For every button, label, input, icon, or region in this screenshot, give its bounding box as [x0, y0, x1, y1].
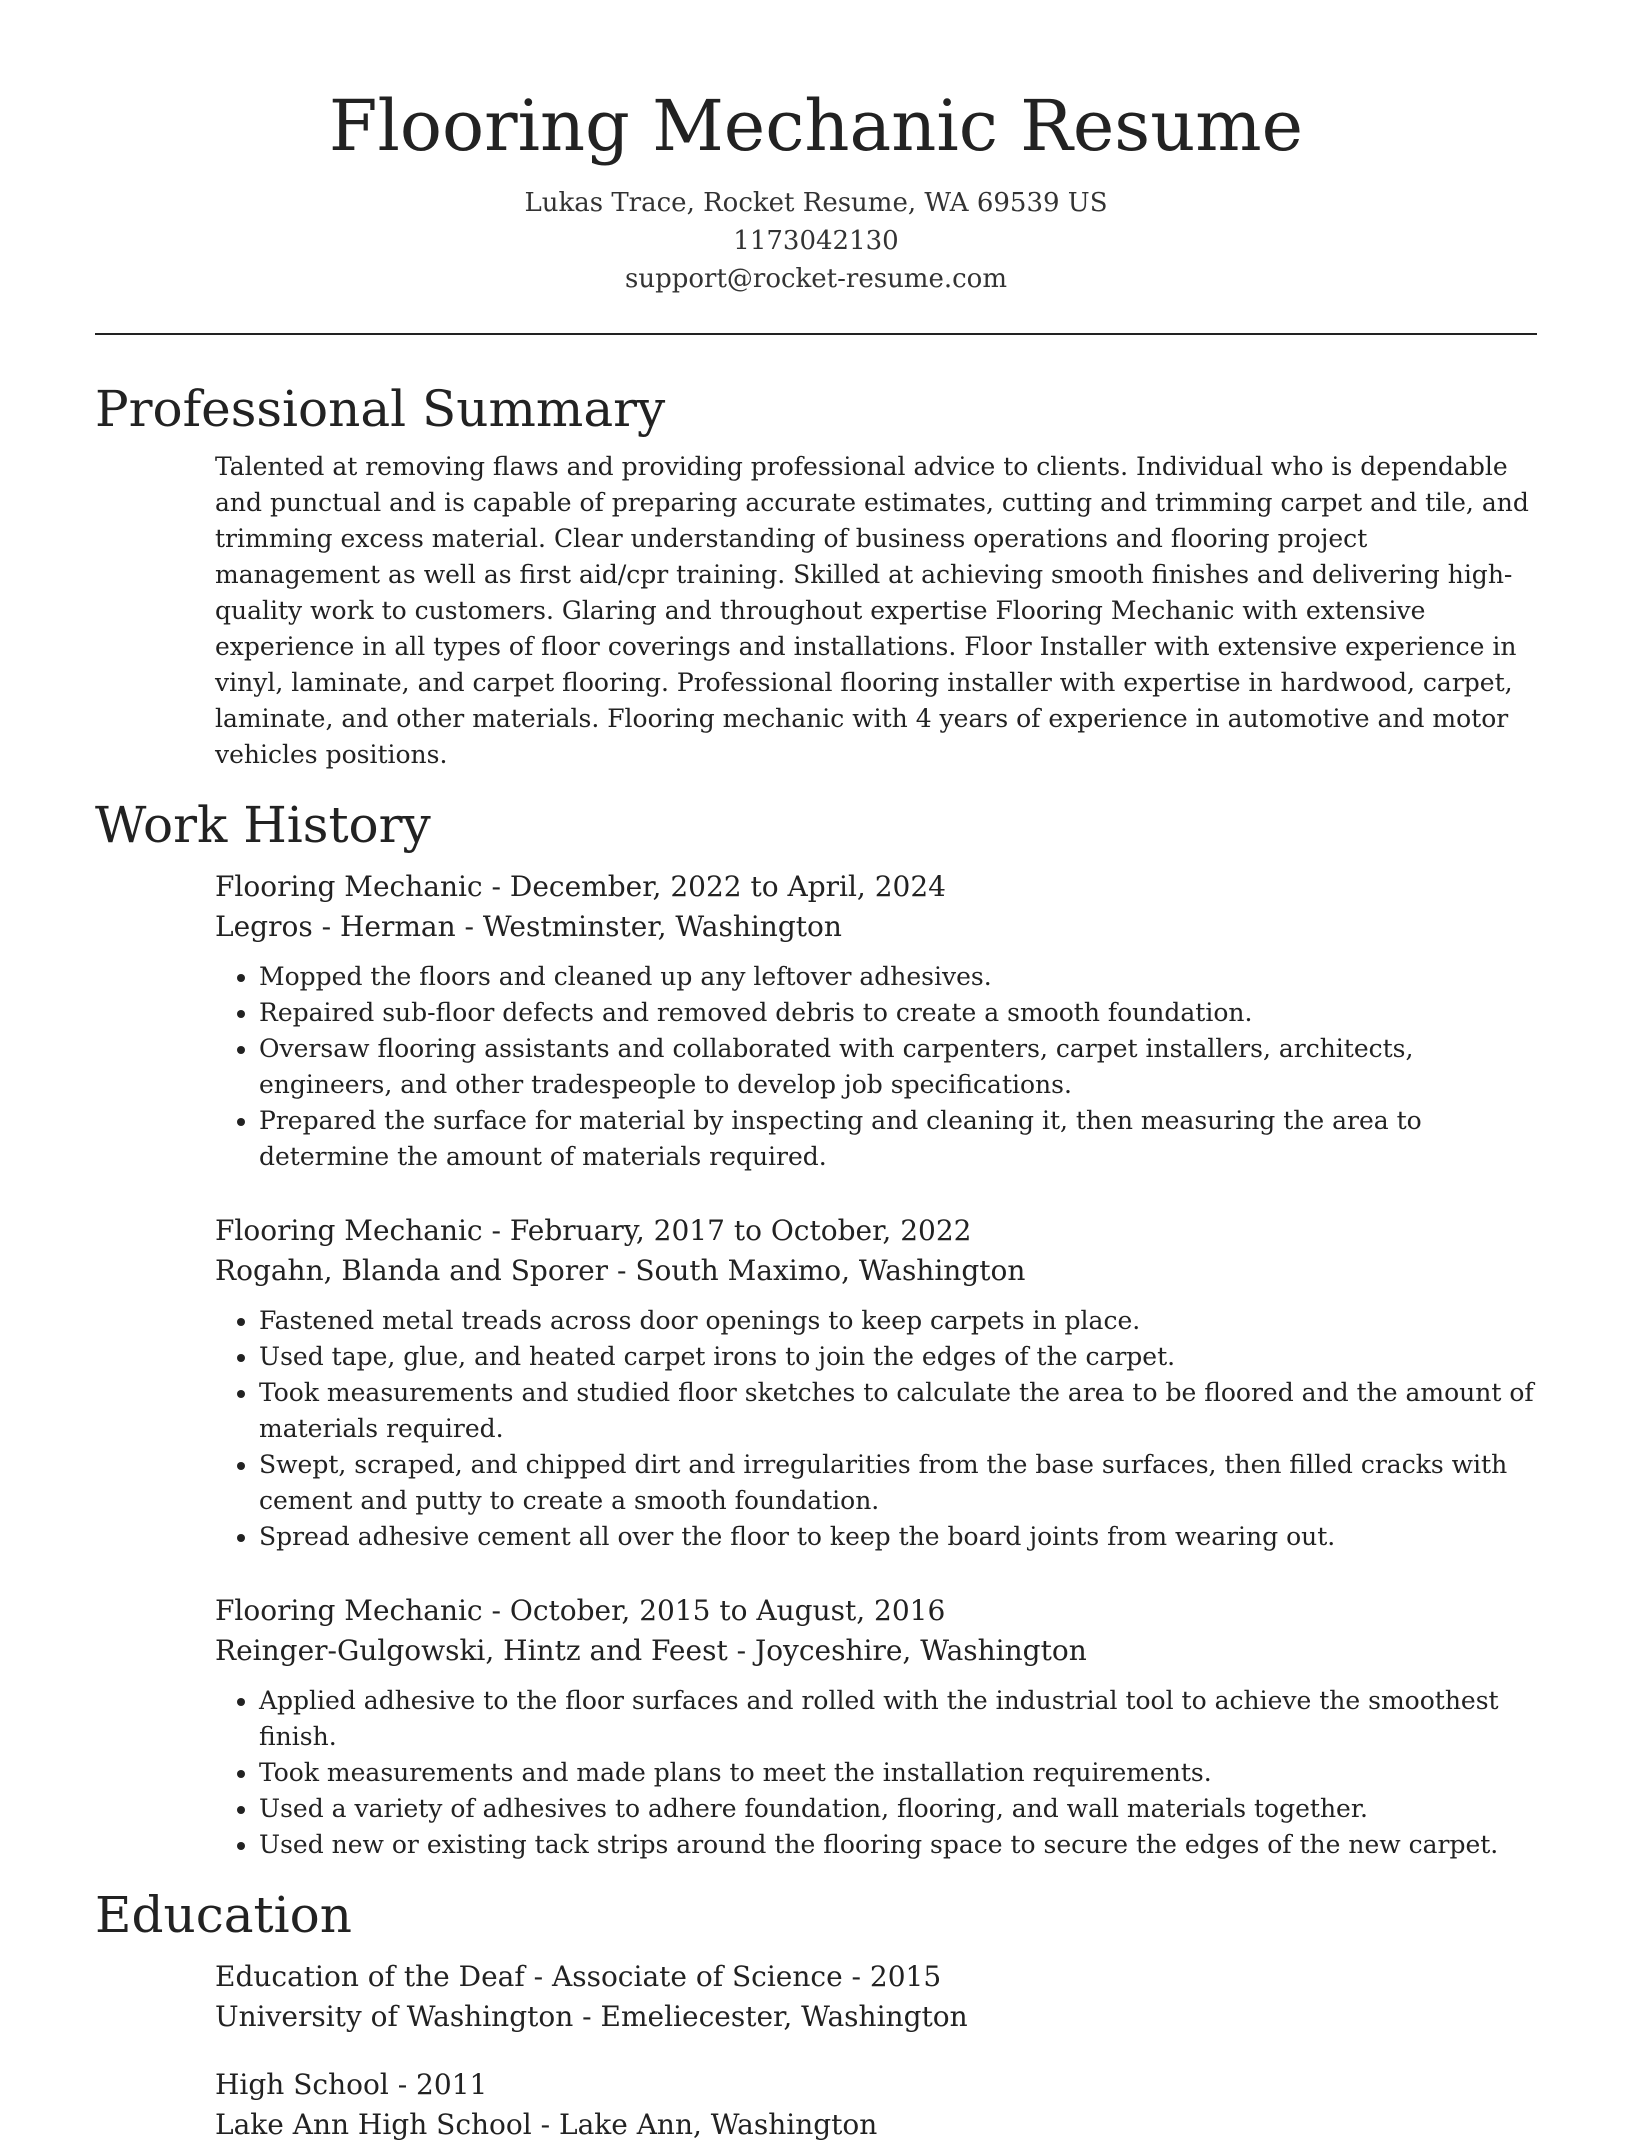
job-title-line — [215, 867, 1537, 907]
contact-email: support@rocket-resume.com — [624, 264, 1007, 294]
job-location: - South Maximo, Washington — [608, 1254, 1026, 1287]
education-degree-line — [215, 1957, 1537, 1997]
education-degree: High School — [215, 2068, 389, 2101]
education-location: - Emeliecester, Washington — [573, 2000, 968, 2033]
job-bullets — [215, 1683, 1537, 1863]
resume-header — [0, 0, 1632, 298]
job-title: Flooring Mechanic — [215, 870, 483, 903]
job-bullet: • Applied adhesive to the floor surfaces and rolled with the industrial tool to achieve the smoothest finish. — [259, 1683, 1537, 1755]
contact-address: Lukas Trace, Rocket Resume, WA 69539 US — [524, 188, 1108, 218]
job-location: - Joyceshire, Washington — [727, 1634, 1087, 1667]
job-entry — [215, 1591, 1537, 1863]
education-degree: Education of the Deaf - Associate of Science — [215, 1960, 843, 1993]
summary-heading: Professional Summary — [95, 380, 666, 438]
job-company: Rogahn, Blanda and Sporer — [215, 1254, 609, 1287]
job-bullet: • Repaired sub-floor defects and removed debris to create a smooth foundation. — [259, 995, 1537, 1031]
job-entry — [215, 867, 1537, 1175]
jobs-list — [215, 867, 1537, 1863]
education-heading: Education — [95, 1886, 352, 1944]
education-school-line — [215, 2105, 1537, 2145]
job-dates: - December, 2022 to April, 2024 — [482, 870, 946, 903]
job-bullet: • Oversaw flooring assistants and collaborated with carpenters, carpet installers, architects, engineers, and other tradespeople to develop job specifications. — [259, 1031, 1537, 1103]
education-year: - 2011 — [388, 2068, 488, 2101]
job-title-line — [215, 1211, 1537, 1251]
job-company-line — [215, 907, 1537, 947]
education-section — [95, 1885, 1537, 2145]
work-history-heading: Work History — [95, 796, 431, 854]
job-bullet: • Swept, scraped, and chipped dirt and irregularities from the base surfaces, then filled cracks with cement and putty to create a smooth foundation. — [259, 1447, 1537, 1519]
education-entry — [215, 2065, 1537, 2145]
job-bullet: • Used a variety of adhesives to adhere foundation, flooring, and wall materials together. — [259, 1791, 1537, 1827]
education-year: - 2015 — [842, 1960, 942, 1993]
job-bullet: • Took measurements and studied floor sketches to calculate the area to be floored and the amount of materials required. — [259, 1375, 1537, 1447]
job-bullet: • Used new or existing tack strips around the flooring space to secure the edges of the new carpet. — [259, 1827, 1537, 1863]
job-title: Flooring Mechanic — [215, 1594, 483, 1627]
header-divider — [95, 333, 1537, 335]
job-title-line — [215, 1591, 1537, 1631]
job-title: Flooring Mechanic — [215, 1214, 483, 1247]
education-degree-line — [215, 2065, 1537, 2105]
education-entry — [215, 1957, 1537, 2037]
work-history-section — [95, 795, 1537, 1863]
education-list — [215, 1957, 1537, 2145]
contact-phone: 1173042130 — [733, 226, 899, 256]
page-title: Flooring Mechanic Resume — [328, 85, 1304, 167]
education-location: - Lake Ann, Washington — [531, 2108, 878, 2141]
education-school: University of Washington — [215, 2000, 574, 2033]
job-bullets — [215, 959, 1537, 1175]
job-bullets — [215, 1303, 1537, 1555]
education-school: Lake Ann High School — [215, 2108, 532, 2141]
job-bullet: • Prepared the surface for material by inspecting and cleaning it, then measuring the area to determine the amount of materials required. — [259, 1103, 1537, 1175]
job-entry — [215, 1211, 1537, 1555]
job-dates: - February, 2017 to October, 2022 — [482, 1214, 972, 1247]
job-bullet: • Mopped the floors and cleaned up any leftover adhesives. — [259, 959, 1537, 995]
job-company-line — [215, 1251, 1537, 1291]
job-dates: - October, 2015 to August, 2016 — [482, 1594, 946, 1627]
job-bullet: • Fastened metal treads across door openings to keep carpets in place. — [259, 1303, 1537, 1339]
job-company: Legros - Herman — [215, 910, 456, 943]
job-bullet: • Took measurements and made plans to meet the installation requirements. — [259, 1755, 1537, 1791]
job-company: Reinger-Gulgowski, Hintz and Feest — [215, 1634, 728, 1667]
summary-text: Talented at removing flaws and providing professional advice to clients. Individual who is dependable and punctual and is capable of preparing accurate estimates, cutting and trimming carpet and tile, and trimming excess material. Clear understanding of business operations and flooring project management as well as first aid/cpr training. Skilled at achieving smooth finishes and delivering high-quality work to customers. Glaring and throughout expertise Flooring Mechanic with extensive experience in all types of floor coverings and installations. Floor Installer with extensive experience in vinyl, laminate, and carpet flooring. Professional flooring installer with expertise in hardwood, carpet, laminate, and other materials. Flooring mechanic with 4 years of experience in automotive and motor vehicles positions. — [215, 452, 1529, 769]
job-company-line — [215, 1631, 1537, 1671]
job-bullet: • Spread adhesive cement all over the floor to keep the board joints from wearing out. — [259, 1519, 1537, 1555]
education-school-line — [215, 1997, 1537, 2037]
job-bullet: • Used tape, glue, and heated carpet irons to join the edges of the carpet. — [259, 1339, 1537, 1375]
summary-section — [95, 379, 1537, 773]
job-location: - Westminster, Washington — [455, 910, 842, 943]
contact-block — [0, 184, 1632, 298]
